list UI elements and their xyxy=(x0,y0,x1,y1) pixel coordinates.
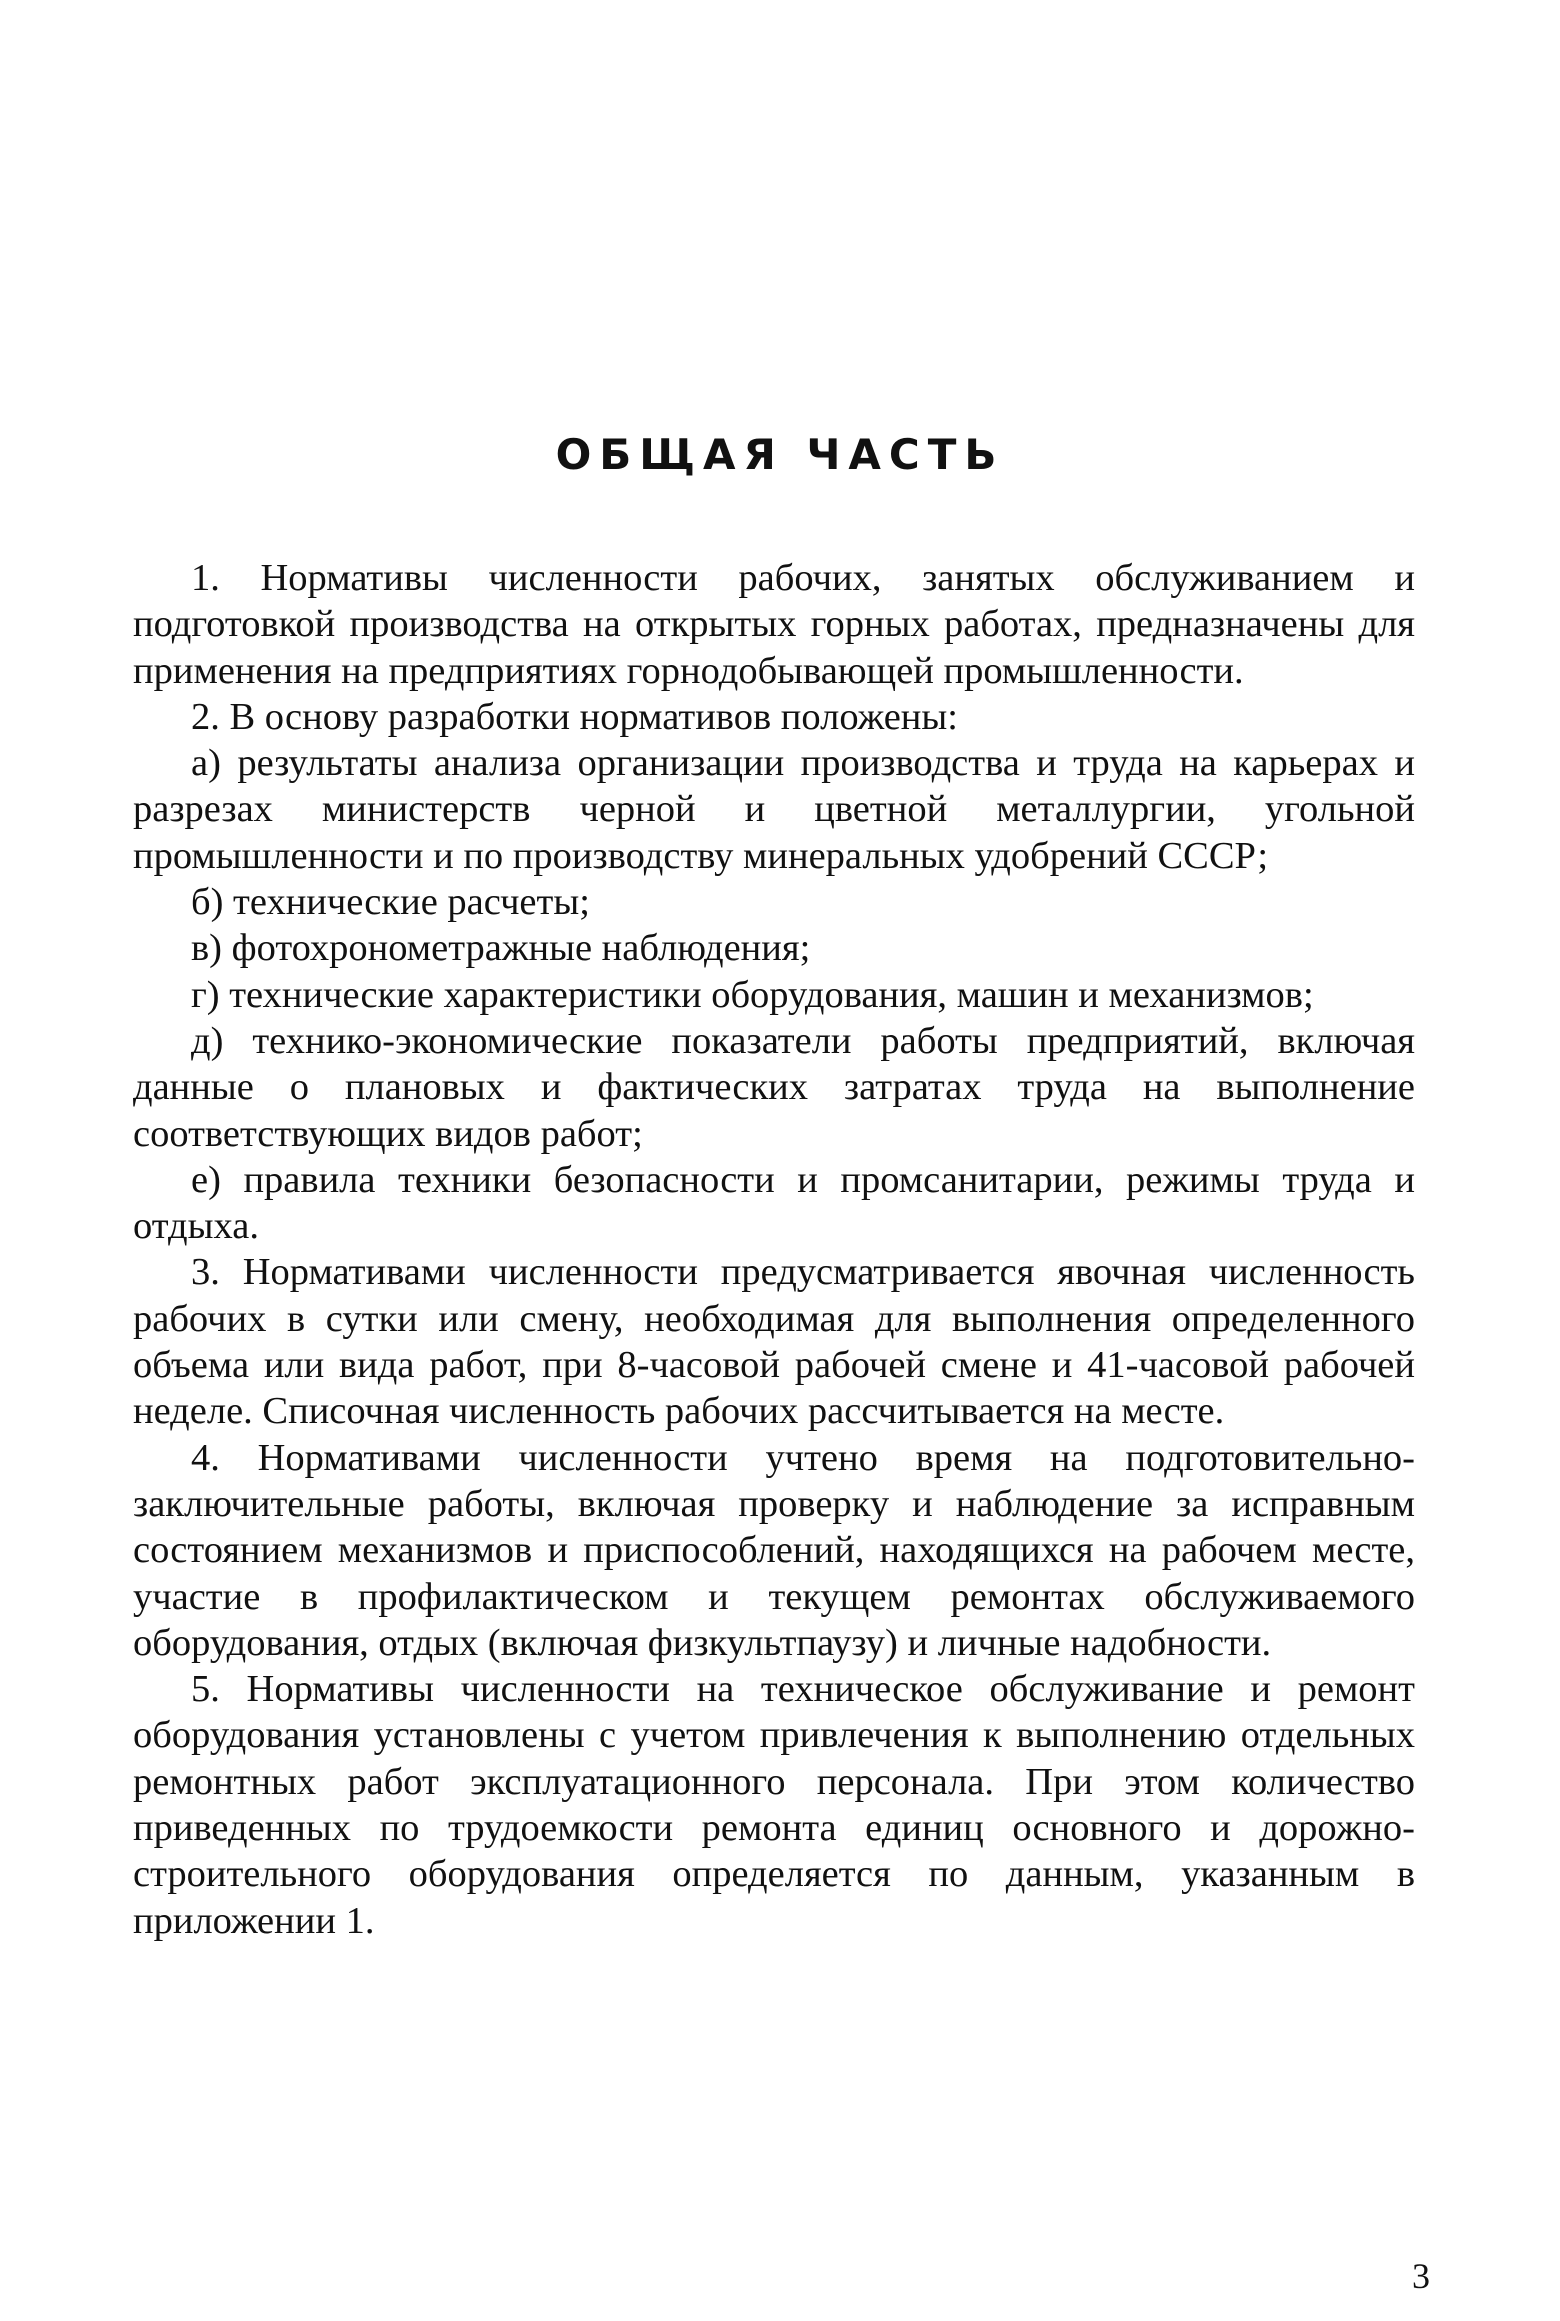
list-item-e: е) правила техники безопасности и промсанитарии, режимы труда и отдыха. xyxy=(133,1158,1415,1248)
list-item-d: д) технико-экономические показатели работы предприятий, включая данные о плановых и фактических затратах труда на выполнение соответствующих видов работ; xyxy=(133,1019,1415,1155)
list-item-g: г) технические характеристики оборудования, машин и механизмов; xyxy=(191,973,1314,1016)
list-item-b: б) технические расчеты; xyxy=(191,881,590,924)
paragraph-2: 2. В основу разработки нормативов положены: xyxy=(191,695,958,738)
paragraph-3: 3. Нормативами численности предусматривается явочная численность рабочих в сутки или смену, необходимая для выполнения определенного объема или вида работ, при 8-часовой рабочей смене и 41-часовой рабочей неделе. Списочная численность рабочих рассчитывается на месте. xyxy=(133,1251,1415,1433)
page-number: 3 xyxy=(1412,2256,1430,2296)
paragraph-4: 4. Нормативами численности учтено время на подготовительно-заключительные работы, включая проверку и наблюдение за исправным состоянием механизмов и приспособлений, находящихся на рабочем месте, участие в профилактическом и текущем ремонтах обслуживаемого оборудования, отдых (включая физкультпаузу) и личные надобности. xyxy=(133,1436,1415,1664)
body-text xyxy=(133,555,1415,1944)
paragraph-1: 1. Нормативы численности рабочих, занятых обслуживанием и подготовкой производства на открытых горных работах, предназначены для применения на предприятиях горнодобывающей промышленности. xyxy=(133,557,1415,692)
list-item-v: в) фотохронометражные наблюдения; xyxy=(191,927,811,970)
page-title: ОБЩАЯ ЧАСТЬ xyxy=(555,430,1005,479)
paragraph-5: 5. Нормативы численности на техническое обслуживание и ремонт оборудования установлены с учетом привлечения к выполнению отдельных ремонтных работ эксплуатационного персонала. При этом количество приведенных по трудоемкости ремонта единиц основного и дорожно-строительного оборудования определяется по данным, указанным в приложении 1. xyxy=(133,1668,1415,1942)
list-item-a: а) результаты анализа организации производства и труда на карьерах и разрезах министерств черной и цветной металлургии, угольной промышленности и по производству минеральных удобрений СССР; xyxy=(133,742,1415,877)
